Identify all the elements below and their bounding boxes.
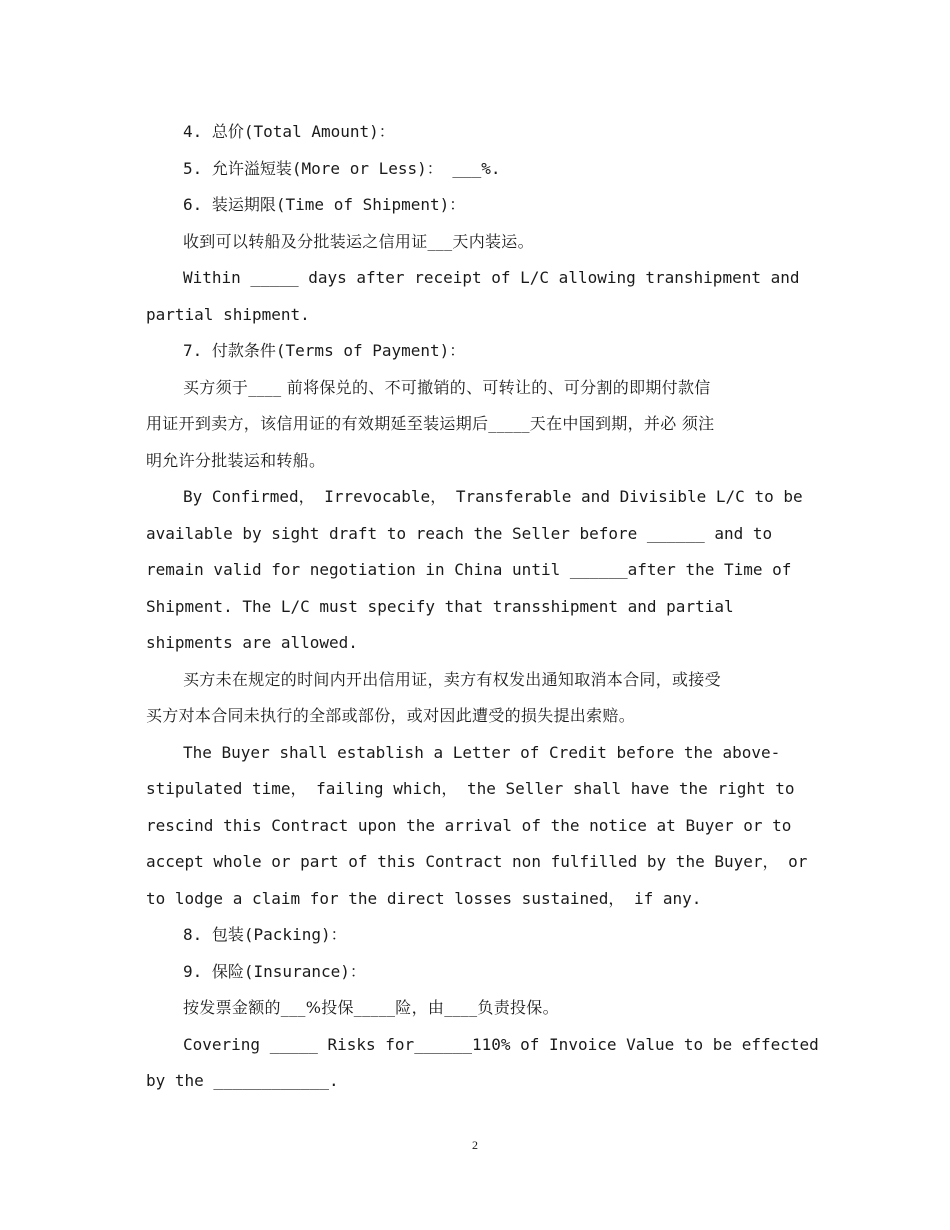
shipment-clause-en-line-1: Within _____ days after receipt of L/C allowing transhipment and xyxy=(183,268,800,287)
lc-failure-clause-cn-line-1: 买方未在规定的时间内开出信用证，卖方有权发出通知取消本合同，或接受 xyxy=(183,669,721,689)
shipment-clause-cn: 收到可以转船及分批装运之信用证___天内装运。 xyxy=(183,231,534,251)
page-number: 2 xyxy=(472,1138,478,1152)
insurance-clause-en-line-1: Covering _____ Risks for______110% of Invoice Value to be effected xyxy=(183,1034,819,1054)
payment-clause-en-line-5: shipments are allowed. xyxy=(146,633,358,652)
lc-failure-clause-en-line-3: rescind this Contract upon the arrival of the notice at Buyer or to xyxy=(146,815,792,835)
payment-clause-cn-line-3: 明允许分批装运和转船。 xyxy=(146,450,326,470)
payment-clause-en-line-1: By Confirmed， Irrevocable， Transferable and Divisible L/C to be xyxy=(183,487,803,506)
item-4-total-amount: 4. 总价(Total Amount)： xyxy=(183,122,395,141)
document-body xyxy=(146,114,819,1100)
lc-failure-clause-en-line-2: stipulated time， failing which， the Seller shall have the right to xyxy=(146,779,795,798)
shipment-clause-en-line-2: partial shipment. xyxy=(146,304,310,324)
payment-clause-en-line-2: available by sight draft to reach the Seller before ______ and to xyxy=(146,523,773,543)
lc-failure-clause-en-line-5: to lodge a claim for the direct losses sustained， if any. xyxy=(146,888,702,908)
item-8-packing: 8. 包装(Packing)： xyxy=(183,925,347,944)
payment-clause-cn-line-2: 用证开到卖方，该信用证的有效期延至装运期后_____天在中国到期，并必 须注 xyxy=(146,414,715,433)
payment-clause-cn-line-1: 买方须于____ 前将保兑的、不可撤销的、可转让的、可分割的即期付款信 xyxy=(183,377,711,397)
insurance-clause-cn: 按发票金额的___%投保_____险，由____负责投保。 xyxy=(183,998,559,1017)
item-6-time-of-shipment: 6. 装运期限(Time of Shipment)： xyxy=(183,195,466,214)
lc-failure-clause-cn-line-2: 买方对本合同未执行的全部或部份，或对因此遭受的损失提出索赔。 xyxy=(146,706,636,725)
item-5-more-or-less: 5. 允许溢短装(More or Less)： ___%. xyxy=(183,158,501,178)
payment-clause-en-line-3: remain valid for negotiation in China until ______after the Time of xyxy=(146,560,792,579)
lc-failure-clause-en-line-4: accept whole or part of this Contract non fulfilled by the Buyer， or xyxy=(146,852,808,871)
payment-clause-en-line-4: Shipment. The L/C must specify that transshipment and partial xyxy=(146,596,734,616)
lc-failure-clause-en-line-1: The Buyer shall establish a Letter of Credit before the above- xyxy=(183,742,781,762)
item-9-insurance: 9. 保险(Insurance)： xyxy=(183,961,366,981)
insurance-clause-en-line-2: by the ____________. xyxy=(146,1071,339,1090)
item-7-terms-of-payment: 7. 付款条件(Terms of Payment)： xyxy=(183,341,466,360)
